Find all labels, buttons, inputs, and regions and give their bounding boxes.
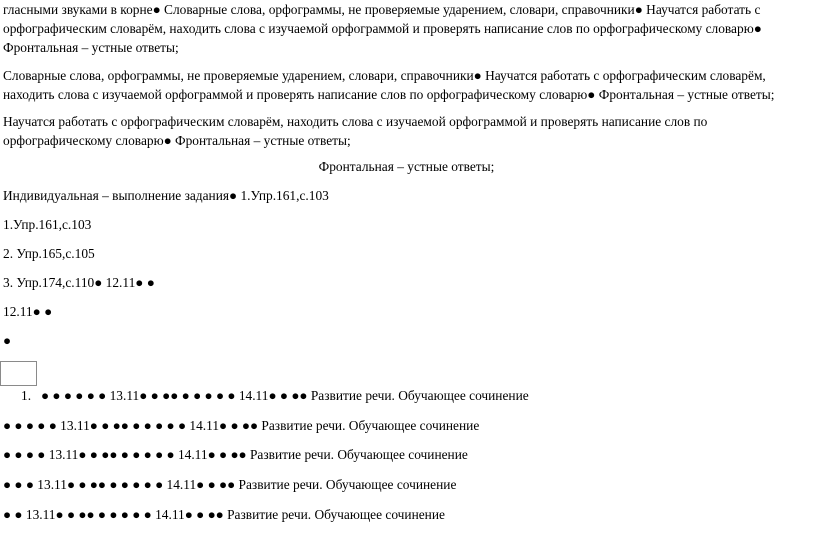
line-1: ● ● ● ● ● 13.11● ● ●● ● ● ● ● ● 14.11● ● ●● Развитие речи. Обучающее сочинение: [3, 418, 480, 433]
line-2: ● ● ● ● 13.11● ● ●● ● ● ● ● ● 14.11● ● ●● Развитие речи. Обучающее сочинение: [3, 447, 468, 462]
paragraph-10-bullet: ●: [3, 333, 12, 348]
list-number: 1.: [21, 388, 32, 403]
empty-frame-box: [0, 361, 37, 386]
paragraph-3: Научатся работать с орфографическим словарём, находить слова с изучаемой орфограммой и проверять написание слов по орфографическому словарю● Фронтальная – устные ответы;: [3, 114, 708, 148]
list-item-text: ● ● ● ● ● ● 13.11● ● ●● ● ● ● ● ● 14.11● ● ●● Развитие речи. Обучающее сочинение: [41, 388, 529, 403]
paragraph-5: Индивидуальная – выполнение задания● 1.Упр.161,с.103: [3, 188, 329, 203]
line-4: ● ● 13.11● ● ●● ● ● ● ● ● 14.11● ● ●● Развитие речи. Обучающее сочинение: [3, 507, 445, 522]
paragraph-4-centered: Фронтальная – устные ответы;: [318, 159, 495, 174]
numbered-list-item: [21, 386, 810, 405]
paragraph-6: 1.Упр.161,с.103: [3, 217, 92, 232]
paragraph-7: 2. Упр.165,с.105: [3, 246, 95, 261]
paragraph-9: 12.11● ●: [3, 304, 53, 319]
paragraph-8: 3. Упр.174,с.110● 12.11● ●: [3, 275, 155, 290]
paragraph-2: Словарные слова, орфограммы, не проверяемые ударением, словари, справочники● Научатся работать с орфографическим словарём, находить слова с изучаемой орфограммой и проверять написание слов по орфографическому словарю● Фронтальная – устные ответы;: [3, 68, 775, 102]
line-3: ● ● ● 13.11● ● ●● ● ● ● ● ● 14.11● ● ●● Развитие речи. Обучающее сочинение: [3, 477, 457, 492]
paragraph-1: гласными звуками в корне● Словарные слова, орфограммы, не проверяемые ударением, словари, справочники● Научатся работать с орфографическим словарём, находить слова с изучаемой орфограммой и проверять написание слов по орфографическому словарю● Фронтальная – устные ответы;: [3, 2, 762, 55]
